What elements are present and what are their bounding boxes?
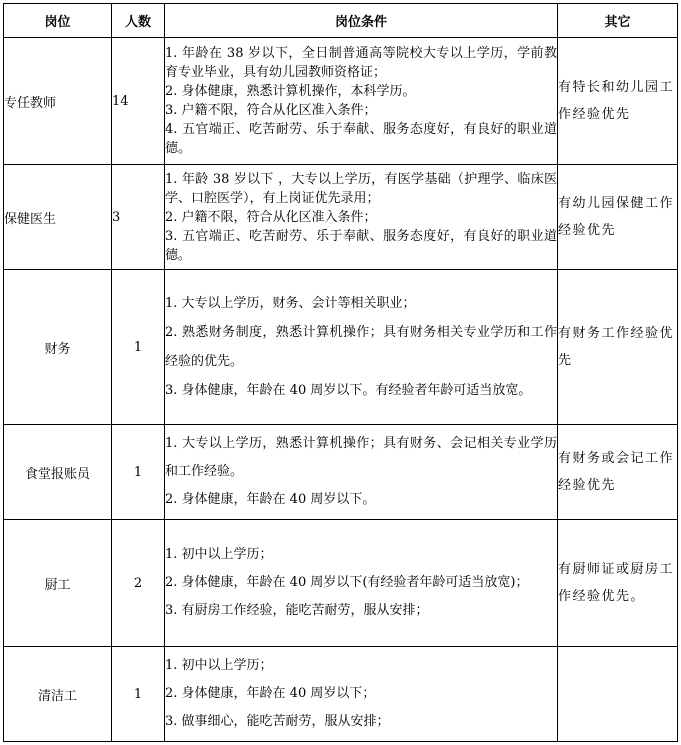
header-other: 其它 — [558, 4, 678, 38]
table-row — [4, 38, 678, 165]
conditions-cell — [165, 520, 558, 647]
condition-line: 1. 初中以上学历； — [165, 658, 273, 673]
condition-line: 3. 五官端正、吃苦耐劳、乐于奉献、服务态度好，有良好的职业道德。 — [165, 228, 557, 263]
other-text: 有厨师证或厨房工作经验优先。 — [558, 562, 675, 604]
condition-line: 2. 身体健康，熟悉计算机操作，本科学历。 — [165, 84, 416, 99]
other-cell — [558, 520, 678, 647]
count-cell: 3 — [112, 165, 165, 270]
conditions-cell — [165, 270, 558, 425]
position-cell: 清洁工 — [4, 647, 112, 742]
other-cell — [558, 425, 678, 520]
other-cell — [558, 270, 678, 425]
header-position: 岗位 — [4, 4, 112, 38]
position-cell: 厨工 — [4, 520, 112, 647]
other-text: 有幼儿园保健工作经验优先 — [558, 196, 675, 238]
table-row — [4, 647, 678, 742]
conditions-cell — [165, 647, 558, 742]
other-cell — [558, 38, 678, 165]
table-row — [4, 165, 678, 270]
condition-line: 3. 有厨房工作经验，能吃苦耐劳，服从安排； — [165, 603, 429, 618]
condition-line: 2. 身体健康，年龄在 40 周岁以下(有经验者年龄可适当放宽)； — [165, 575, 529, 590]
table-row — [4, 425, 678, 520]
conditions-cell — [165, 425, 558, 520]
recruitment-table — [3, 3, 678, 742]
condition-line: 1. 初中以上学历； — [165, 547, 273, 562]
position-cell: 保健医生 — [4, 165, 112, 270]
other-cell — [558, 165, 678, 270]
table-row — [4, 520, 678, 647]
condition-line: 3. 户籍不限，符合从化区准入条件； — [165, 103, 377, 118]
condition-line: 1. 大专以上学历，熟悉计算机操作；具有财务、会记相关专业学历和工作经验。 — [165, 436, 557, 479]
count-cell: 1 — [112, 425, 165, 520]
position-cell: 财务 — [4, 270, 112, 425]
condition-line: 4. 五官端正、吃苦耐劳、乐于奉献、服务态度好，有良好的职业道德。 — [165, 122, 557, 156]
count-cell: 1 — [112, 270, 165, 425]
condition-line: 1. 年龄在 38 岁以下，全日制普通高等院校大专以上学历，学前教育专业毕业，具有幼儿园教师资格证； — [165, 46, 557, 80]
condition-line: 3. 身体健康，年龄在 40 周岁以下。有经验者年龄可适当放宽。 — [165, 383, 532, 398]
header-row — [4, 4, 678, 38]
condition-line: 2. 户籍不限，符合从化区准入条件； — [165, 209, 377, 225]
header-count: 人数 — [112, 4, 165, 38]
other-text: 有财务或会记工作经验优先 — [558, 451, 675, 493]
position-cell: 专任教师 — [4, 38, 112, 165]
count-cell: 14 — [112, 38, 165, 165]
condition-line: 2. 熟悉财务制度，熟悉计算机操作；具有财务相关专业学历和工作经验的优先。 — [165, 325, 557, 369]
condition-line: 2. 身体健康，年龄在 40 周岁以下。 — [165, 492, 376, 507]
other-cell — [558, 647, 678, 742]
conditions-cell — [165, 38, 558, 165]
count-cell: 2 — [112, 520, 165, 647]
other-text: 有财务工作经验优先 — [558, 326, 675, 368]
condition-line: 3. 做事细心，能吃苦耐劳，服从安排； — [165, 714, 390, 729]
position-cell: 食堂报账员 — [4, 425, 112, 520]
condition-line: 1. 大专以上学历，财务、会计等相关职业； — [165, 296, 416, 311]
condition-line: 2. 身体健康，年龄在 40 周岁以下； — [165, 686, 376, 701]
header-conditions: 岗位条件 — [165, 4, 558, 38]
table-row — [4, 270, 678, 425]
count-cell: 1 — [112, 647, 165, 742]
condition-line: 1. 年龄 38 岁以下 ，大专以上学历，有医学基础（护理学、临床医学、口腔医学），有上岗证优先录用； — [165, 171, 557, 206]
other-text: 有特长和幼儿园工作经验优先 — [558, 80, 675, 122]
conditions-cell — [165, 165, 558, 270]
